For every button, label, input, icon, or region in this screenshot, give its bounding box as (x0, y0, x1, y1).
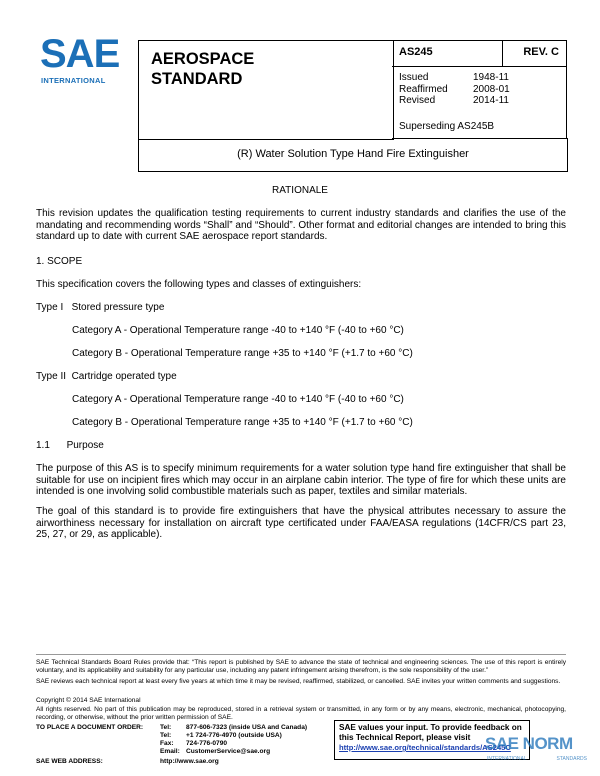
watermark-sub-right: STANDARDS (556, 756, 587, 762)
revision-cell (502, 40, 567, 67)
board-rules-text: SAE Technical Standards Board Rules provide that: “This report is published by SAE to advance the state of technical and engineering sciences. The use of this report is entirely voluntary, and its applicability and suitability for any particular use, including any patent infringement arising therefrom, is the sole responsibility of the user.” (36, 659, 566, 674)
standard-type-cell (138, 40, 394, 140)
logo-subtitle: INTERNATIONAL (41, 76, 106, 85)
contact-tel-value: 877-606-7323 (inside USA and Canada) (186, 724, 308, 731)
contact-email-value: CustomerService@sae.org (186, 748, 271, 755)
type-1-category-a: Category A - Operational Temperature range -40 to +140 °F (-40 to +60 °C) (72, 325, 404, 336)
document-title-cell (138, 138, 568, 172)
feedback-link[interactable]: http://www.sae.org/technical/standards/AS245C (339, 743, 511, 752)
sae-logo (38, 34, 120, 86)
sae-norm-watermark (485, 734, 595, 772)
rationale-text: This revision updates the qualification testing requirements to current industry standards and clarifies the use of the mandating and recommending words “Shall” and “Should”. Other format and editorial changes are intended to bring this standard up to date with current SAE aerospace report standards. (36, 208, 566, 242)
contact-tel2-value: +1 724-776-4970 (outside USA) (186, 732, 282, 739)
review-text: SAE reviews each technical report at least every five years at which time it may be revised, reaffirmed, stabilized, or cancelled. SAE invites your written comments and suggestions. (36, 678, 561, 685)
type-1: Type I Stored pressure type (36, 302, 165, 313)
contact-fax-value: 724-776-0790 (186, 740, 228, 747)
type-2-category-b: Category B - Operational Temperature range +35 to +140 °F (+1.7 to +60 °C) (72, 417, 413, 428)
copyright: Copyright © 2014 SAE International (36, 697, 141, 704)
purpose-paragraph-2: The goal of this standard is to provide fire extinguishers that have the physical attributes necessary to assure the airworthiness necessary for installation on aircraft type certificated under FAA/EASA regulations (14CFR/CS part 23, 25, 27, or 29, as applicable). (36, 506, 566, 540)
web-address-link[interactable]: http://www.sae.org (160, 758, 219, 765)
doc-number-cell (392, 40, 503, 67)
footer-divider (36, 654, 566, 655)
watermark-text: SAE NORM (485, 734, 573, 753)
dates-cell (392, 65, 567, 139)
scope-heading: 1. SCOPE (36, 256, 83, 267)
type-1-category-b: Category B - Operational Temperature range +35 to +140 °F (+1.7 to +60 °C) (72, 348, 413, 359)
doc-number: AS245 (399, 46, 433, 58)
feedback-text: SAE values your input. To provide feedback on this Technical Report, please visit (339, 723, 522, 742)
date-row-reaffirmed: Reaffirmed 2008-01 (399, 83, 510, 95)
date-row-revised: Revised 2014-11 (399, 95, 509, 106)
purpose-heading: 1.1 Purpose (36, 440, 104, 451)
date-row-issued: Issued 1948-11 (399, 72, 509, 83)
type-2: Type II Cartridge operated type (36, 371, 177, 382)
logo-wordmark: SAE (40, 32, 120, 76)
rights-text: All rights reserved. No part of this publication may be reproduced, stored in a retrieval system or transmitted, in any form or by any means, electronic, mechanical, photocopying, recording, or otherwise, without the prior written permission of SAE. (36, 706, 566, 721)
order-label: TO PLACE A DOCUMENT ORDER: (36, 724, 144, 731)
dates-list (399, 72, 510, 107)
revision: REV. C (523, 46, 559, 58)
standard-title-line2: STANDARD (151, 70, 243, 88)
standard-title-line1: AEROSPACE (151, 50, 255, 68)
superseding: Superseding AS245B (399, 121, 495, 132)
web-label: SAE WEB ADDRESS: (36, 758, 103, 765)
watermark-sub-left: INTERNATIONAL (487, 756, 527, 762)
contact-tel2-label: Tel: (160, 732, 172, 739)
scope-text: This specification covers the following types and classes of extinguishers: (36, 279, 362, 290)
contact-fax-label: Fax: (160, 740, 174, 747)
contact-tel-label: Tel: (160, 724, 172, 731)
type-2-category-a: Category A - Operational Temperature range -40 to +140 °F (-40 to +60 °C) (72, 394, 404, 405)
document-title: (R) Water Solution Type Hand Fire Extinguisher (237, 148, 469, 160)
contact-email-label: Email: (160, 748, 180, 755)
rationale-heading: RATIONALE (272, 185, 328, 196)
purpose-paragraph-1: The purpose of this AS is to specify minimum requirements for a water solution type hand fire extinguisher that shall be suitable for use on incipient fires which may occur in an airplane cabin interior. The type of fire for which these units are intended is one involving solid combustible materials such as paper, textiles and similar materials. (36, 463, 566, 497)
